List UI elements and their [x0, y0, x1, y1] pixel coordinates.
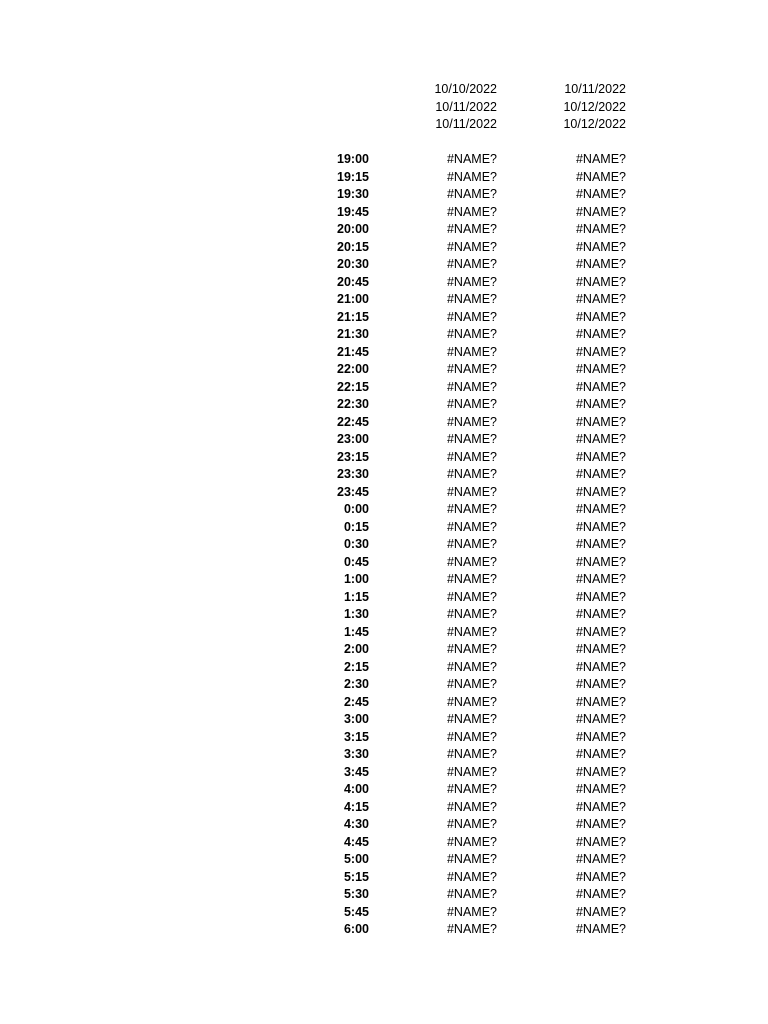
table-row	[0, 624, 768, 642]
date-header-row	[0, 81, 768, 99]
table-row	[0, 799, 768, 817]
table-row	[0, 816, 768, 834]
value-cell-a: #NAME?	[446, 799, 497, 814]
table-row	[0, 711, 768, 729]
time-cell: 20:15	[337, 239, 369, 254]
time-cell: 1:15	[343, 589, 369, 604]
value-cell-a: #NAME?	[446, 642, 497, 656]
table-row	[0, 361, 768, 379]
value-cell-b: #NAME?	[575, 204, 626, 219]
value-cell-b: #NAME?	[575, 292, 626, 306]
value-cell-b: #NAME?	[575, 677, 626, 691]
table-row	[0, 519, 768, 537]
value-cell-b: #NAME?	[575, 484, 626, 499]
value-cell-a: #NAME?	[446, 169, 497, 184]
value-cell-a: #NAME?	[446, 852, 497, 866]
value-cell-b: #NAME?	[575, 432, 626, 446]
value-cell-b: #NAME?	[575, 502, 626, 516]
time-cell: 4:15	[343, 799, 369, 814]
date-cell-b: 10/12/2022	[563, 99, 626, 114]
value-cell-a: #NAME?	[446, 519, 497, 534]
value-cell-a: #NAME?	[446, 904, 497, 919]
table-row	[0, 676, 768, 694]
time-cell: 23:15	[337, 449, 369, 464]
time-cell: 5:30	[343, 887, 369, 901]
value-cell-b: #NAME?	[575, 607, 626, 621]
date-cell-b: 10/12/2022	[563, 117, 626, 131]
value-cell-a: #NAME?	[446, 554, 497, 569]
time-cell: 5:15	[343, 869, 369, 884]
time-cell: 4:45	[343, 834, 369, 849]
value-cell-b: #NAME?	[575, 554, 626, 569]
time-cell: 21:45	[337, 344, 369, 359]
value-cell-b: #NAME?	[575, 817, 626, 831]
table-row	[0, 606, 768, 624]
time-cell: 2:15	[343, 659, 369, 674]
table-row	[0, 151, 768, 169]
time-cell: 5:00	[343, 852, 369, 866]
table-row	[0, 466, 768, 484]
table-row	[0, 431, 768, 449]
value-cell-a: #NAME?	[446, 362, 497, 376]
time-cell: 19:15	[337, 169, 369, 184]
value-cell-a: #NAME?	[446, 449, 497, 464]
value-cell-b: #NAME?	[575, 887, 626, 901]
table-row	[0, 344, 768, 362]
value-cell-a: #NAME?	[446, 432, 497, 446]
time-cell: 22:30	[337, 397, 369, 411]
value-cell-b: #NAME?	[575, 257, 626, 271]
value-cell-a: #NAME?	[446, 204, 497, 219]
value-cell-b: #NAME?	[575, 799, 626, 814]
value-cell-b: #NAME?	[575, 904, 626, 919]
value-cell-b: #NAME?	[575, 589, 626, 604]
value-cell-a: #NAME?	[446, 607, 497, 621]
table-row	[0, 781, 768, 799]
time-cell: 23:30	[337, 467, 369, 481]
value-cell-a: #NAME?	[446, 782, 497, 796]
value-cell-a: #NAME?	[446, 379, 497, 394]
time-cell: 0:30	[343, 537, 369, 551]
time-cell: 3:15	[343, 729, 369, 744]
value-cell-b: #NAME?	[575, 642, 626, 656]
time-cell: 19:45	[337, 204, 369, 219]
time-cell: 5:45	[343, 904, 369, 919]
value-cell-a: #NAME?	[446, 484, 497, 499]
table-row	[0, 501, 768, 519]
value-cell-b: #NAME?	[575, 764, 626, 779]
date-cell-b: 10/11/2022	[564, 82, 626, 96]
value-cell-b: #NAME?	[575, 834, 626, 849]
value-cell-b: #NAME?	[575, 274, 626, 289]
value-cell-a: #NAME?	[446, 817, 497, 831]
time-cell: 21:30	[337, 327, 369, 341]
value-cell-a: #NAME?	[446, 239, 497, 254]
time-cell: 1:30	[343, 607, 369, 621]
time-cell: 22:45	[337, 414, 369, 429]
value-cell-a: #NAME?	[446, 537, 497, 551]
time-cell: 0:00	[343, 502, 369, 516]
value-cell-b: #NAME?	[575, 852, 626, 866]
value-cell-a: #NAME?	[446, 694, 497, 709]
table-row	[0, 274, 768, 292]
value-cell-a: #NAME?	[446, 327, 497, 341]
table-row	[0, 291, 768, 309]
table-row	[0, 589, 768, 607]
time-cell: 4:30	[343, 817, 369, 831]
value-cell-a: #NAME?	[446, 257, 497, 271]
table-row	[0, 204, 768, 222]
value-cell-b: #NAME?	[575, 659, 626, 674]
value-cell-a: #NAME?	[446, 274, 497, 289]
table-row	[0, 659, 768, 677]
date-cell-a: 10/11/2022	[435, 117, 497, 131]
value-cell-b: #NAME?	[575, 327, 626, 341]
value-cell-b: #NAME?	[575, 712, 626, 726]
time-cell: 20:30	[337, 257, 369, 271]
table-row	[0, 484, 768, 502]
value-cell-b: #NAME?	[575, 537, 626, 551]
table-row	[0, 851, 768, 869]
value-cell-a: #NAME?	[446, 572, 497, 586]
value-cell-a: #NAME?	[446, 414, 497, 429]
value-cell-a: #NAME?	[446, 397, 497, 411]
time-cell: 6:00	[343, 922, 369, 936]
table-row	[0, 764, 768, 782]
value-cell-a: #NAME?	[446, 764, 497, 779]
time-cell: 19:30	[337, 187, 369, 201]
table-row	[0, 414, 768, 432]
time-cell: 3:45	[343, 764, 369, 779]
value-cell-a: #NAME?	[446, 222, 497, 236]
table-row	[0, 309, 768, 327]
value-cell-b: #NAME?	[575, 694, 626, 709]
value-cell-b: #NAME?	[575, 869, 626, 884]
value-cell-b: #NAME?	[575, 362, 626, 376]
value-cell-b: #NAME?	[575, 397, 626, 411]
table-row	[0, 886, 768, 904]
value-cell-a: #NAME?	[446, 659, 497, 674]
value-cell-a: #NAME?	[446, 309, 497, 324]
table-row	[0, 921, 768, 939]
time-cell: 0:15	[343, 519, 369, 534]
value-cell-a: #NAME?	[446, 869, 497, 884]
table-row	[0, 449, 768, 467]
time-cell: 2:45	[343, 694, 369, 709]
value-cell-a: #NAME?	[446, 187, 497, 201]
value-cell-a: #NAME?	[446, 467, 497, 481]
value-cell-b: #NAME?	[575, 624, 626, 639]
value-cell-a: #NAME?	[446, 502, 497, 516]
table-row	[0, 641, 768, 659]
time-cell: 4:00	[343, 782, 369, 796]
value-cell-b: #NAME?	[575, 344, 626, 359]
table-row	[0, 256, 768, 274]
date-header-row	[0, 116, 768, 134]
value-cell-b: #NAME?	[575, 747, 626, 761]
table-row	[0, 536, 768, 554]
value-cell-a: #NAME?	[446, 834, 497, 849]
value-cell-a: #NAME?	[446, 344, 497, 359]
table-row	[0, 834, 768, 852]
time-cell: 2:30	[343, 677, 369, 691]
time-cell: 22:15	[337, 379, 369, 394]
time-cell: 0:45	[343, 554, 369, 569]
value-cell-a: #NAME?	[446, 292, 497, 306]
value-cell-b: #NAME?	[575, 922, 626, 936]
value-cell-b: #NAME?	[575, 187, 626, 201]
time-cell: 19:00	[337, 152, 369, 166]
value-cell-a: #NAME?	[446, 922, 497, 936]
table-row	[0, 169, 768, 187]
table-row	[0, 729, 768, 747]
value-cell-b: #NAME?	[575, 467, 626, 481]
table-row	[0, 904, 768, 922]
time-cell: 21:15	[337, 309, 369, 324]
time-cell: 21:00	[337, 292, 369, 306]
value-cell-a: #NAME?	[446, 589, 497, 604]
date-cell-a: 10/11/2022	[435, 99, 497, 114]
time-cell: 1:00	[343, 572, 369, 586]
table-row	[0, 571, 768, 589]
date-cell-a: 10/10/2022	[434, 82, 497, 96]
value-cell-a: #NAME?	[446, 712, 497, 726]
value-cell-b: #NAME?	[575, 414, 626, 429]
time-cell: 23:00	[337, 432, 369, 446]
time-cell: 3:00	[343, 712, 369, 726]
table-row	[0, 554, 768, 572]
value-cell-b: #NAME?	[575, 782, 626, 796]
value-cell-b: #NAME?	[575, 152, 626, 166]
time-cell: 22:00	[337, 362, 369, 376]
value-cell-a: #NAME?	[446, 747, 497, 761]
table-row	[0, 186, 768, 204]
value-cell-b: #NAME?	[575, 222, 626, 236]
time-cell: 20:00	[337, 222, 369, 236]
value-cell-b: #NAME?	[575, 519, 626, 534]
table-row	[0, 379, 768, 397]
table-row	[0, 239, 768, 257]
value-cell-b: #NAME?	[575, 169, 626, 184]
value-cell-b: #NAME?	[575, 729, 626, 744]
time-cell: 20:45	[337, 274, 369, 289]
value-cell-a: #NAME?	[446, 152, 497, 166]
value-cell-a: #NAME?	[446, 887, 497, 901]
time-cell: 1:45	[343, 624, 369, 639]
value-cell-a: #NAME?	[446, 729, 497, 744]
value-cell-b: #NAME?	[575, 309, 626, 324]
table-row	[0, 694, 768, 712]
table-row	[0, 869, 768, 887]
value-cell-b: #NAME?	[575, 572, 626, 586]
date-header-row	[0, 99, 768, 117]
value-cell-b: #NAME?	[575, 379, 626, 394]
time-cell: 2:00	[343, 642, 369, 656]
value-cell-a: #NAME?	[446, 677, 497, 691]
table-row	[0, 221, 768, 239]
table-row	[0, 746, 768, 764]
value-cell-b: #NAME?	[575, 449, 626, 464]
value-cell-a: #NAME?	[446, 624, 497, 639]
value-cell-b: #NAME?	[575, 239, 626, 254]
time-cell: 23:45	[337, 484, 369, 499]
table-row	[0, 396, 768, 414]
time-cell: 3:30	[343, 747, 369, 761]
table-row	[0, 326, 768, 344]
